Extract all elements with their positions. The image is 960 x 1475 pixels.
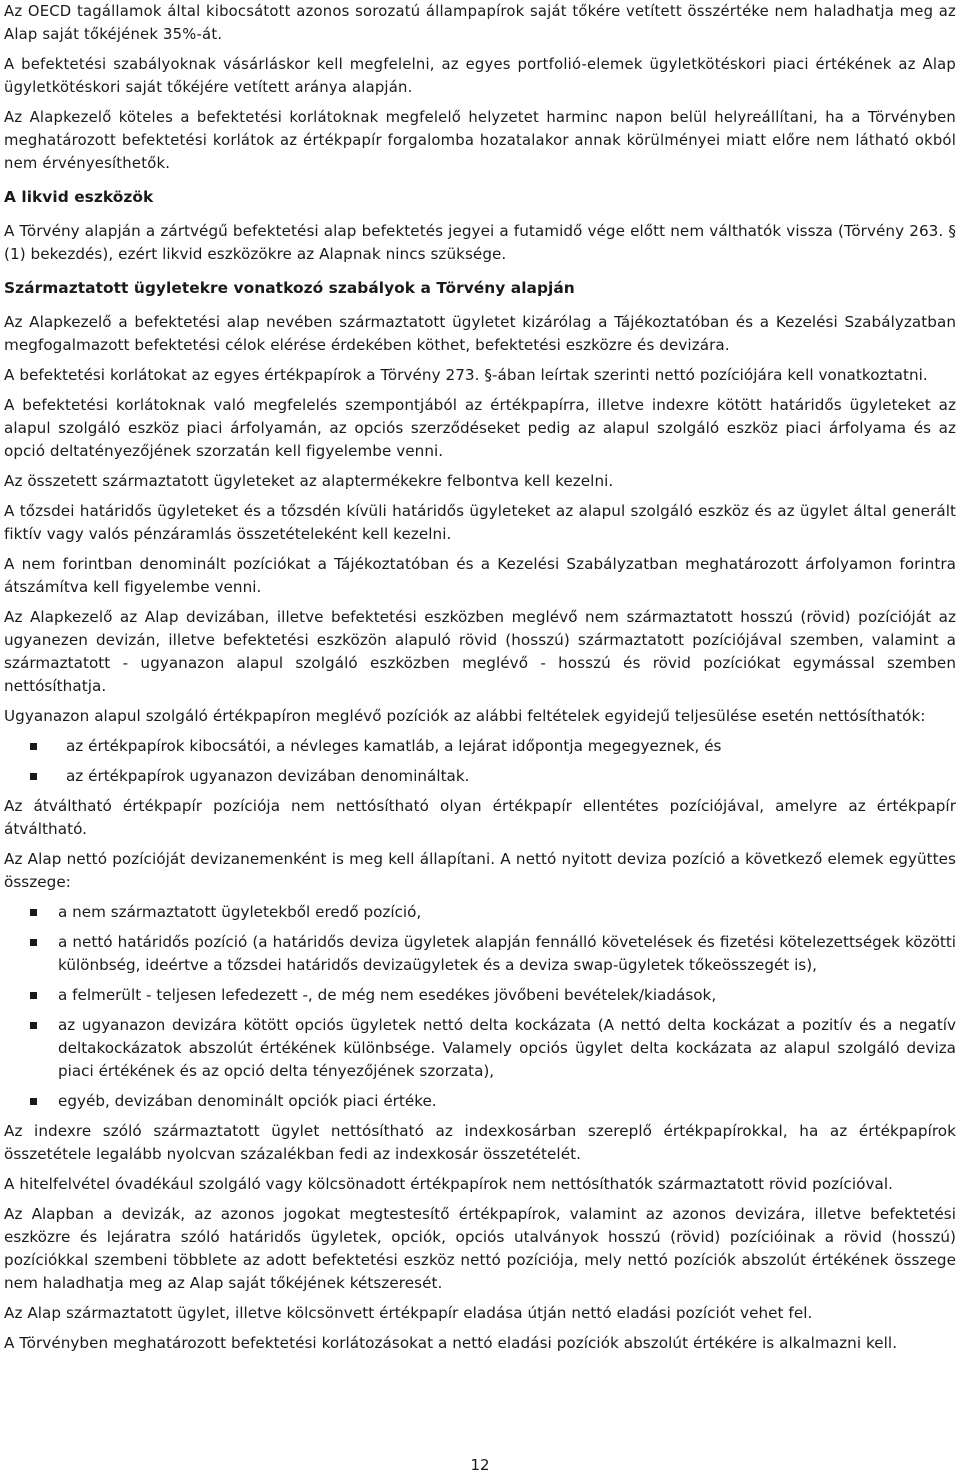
document-page [4, 0, 956, 1362]
paragraph: Az Alapban a devizák, az azonos jogokat megtestesítő értékpapírok, valamint az azonos devizára, illetve befektetési eszközre és lejáratra szóló határidős ügyletek, opciók, opciós utalványok hosszú (rövid) pozícióinak a rövid (hosszú) pozíciókkal szembeni többlete az adott befektetési eszköz nettó pozíciója, mely nettó pozíciók abszolút értékének összege nem haladhatja meg az Alap saját tőkéjének kétszeresét. [4, 1205, 956, 1292]
square-bullet-icon [30, 773, 37, 780]
paragraph: Az OECD tagállamok által kibocsátott azonos sorozatú állampapírok saját tőkére vetített összértéke nem haladhatja meg az Alap saját tőkéjének 35%-át. [4, 3, 956, 43]
paragraph: Ugyanazon alapul szolgáló értékpapíron meglévő pozíciók az alábbi feltételek egyidejű teljesülése esetén nettósíthatók: [4, 707, 926, 725]
paragraph: Az Alapkezelő az Alap devizában, illetve befektetési eszközben meglévő nem származtatott hosszú (rövid) pozícióját az ugyanezen devizán, illetve befektetési eszközön alapuló rövid (hosszú) származtatott pozíciójával szemben, valamint a származtatott - ugyanazon alapul szolgáló eszközben meglévő - hosszú és rövid pozíciókat egymással szemben nettósíthatja. [4, 608, 956, 695]
list-item-text: az értékpapírok ugyanazon devizában denomináltak. [66, 767, 470, 785]
list-item [4, 1090, 956, 1113]
square-bullet-icon [30, 909, 37, 916]
bullet-list-deviza-pozicio-elemek [4, 901, 956, 1113]
paragraph: Az Alap származtatott ügylet, illetve kölcsönvett értékpapír eladása útján nettó eladási pozíciót vehet fel. [4, 1304, 813, 1322]
paragraph: A nem forintban denominált pozíciókat a Tájékoztatóban és a Kezelési Szabályzatban meghatározott árfolyamon forintra átszámítva kell figyelembe venni. [4, 555, 956, 596]
square-bullet-icon [30, 743, 37, 750]
paragraph: Az összetett származtatott ügyleteket az alaptermékekre felbontva kell kezelni. [4, 472, 614, 490]
section-heading-likvid: A likvid eszközök [4, 188, 154, 206]
list-item [4, 765, 956, 788]
list-item [4, 901, 956, 924]
square-bullet-icon [30, 939, 37, 946]
list-item [4, 1014, 956, 1083]
paragraph: Az indexre szóló származtatott ügylet nettósítható az indexkosárban szereplő értékpapírokkal, ha az értékpapírok összetétele legalább nyolcvan százalékban fedi az indexkosár összetételét. [4, 1122, 956, 1163]
paragraph: A tőzsdei határidős ügyleteket és a tőzsdén kívüli határidős ügyleteket az alapul szolgáló eszköz és az ügylet által generált fiktív vagy valós pénzáramlás összetételeként kell kezelni. [4, 502, 956, 543]
list-item-text: a felmerült - teljesen lefedezett -, de még nem esedékes jövőbeni bevételek/kiadások, [58, 986, 717, 1004]
paragraph: A befektetési korlátokat az egyes értékpapírok a Törvény 273. §-ában leírtak szerinti nettó pozíciójára kell vonatkoztatni. [4, 366, 928, 384]
paragraph: Az Alap nettó pozícióját devizanemenként is meg kell állapítani. A nettó nyitott deviza pozíció a következő elemek együttes összege: [4, 850, 956, 891]
list-item [4, 735, 956, 758]
list-item-text: az értékpapírok kibocsátói, a névleges kamatláb, a lejárat időpontja megegyeznek, és [66, 737, 722, 755]
page-number: 12 [470, 1456, 490, 1474]
list-item-text: az ugyanazon devizára kötött opciós ügyletek nettó delta kockázata (A nettó delta kockázat a pozitív és a negatív deltakockázatok abszolút értékének különbsége. Valamely opciós ügylet delta kockázata az alapul szolgáló deviza piaci értékének és az opció delta tényezőjének szorzata), [58, 1016, 956, 1080]
bullet-list-nettositas-feltetelek [4, 735, 956, 788]
paragraph: A Törvényben meghatározott befektetési korlátozásokat a nettó eladási pozíciók abszolút értékére is alkalmazni kell. [4, 1334, 898, 1352]
square-bullet-icon [30, 1022, 37, 1029]
paragraph: Az Alapkezelő a befektetési alap nevében származtatott ügyletet kizárólag a Tájékoztatóban és a Kezelési Szabályzatban megfogalmazott befektetési célok elérése érdekében köthet, befektetési eszközre és devizára. [4, 313, 956, 354]
square-bullet-icon [30, 1098, 37, 1105]
list-item [4, 931, 956, 977]
paragraph: A hitelfelvétel óvadékául szolgáló vagy kölcsönadott értékpapírok nem nettósíthatók származtatott rövid pozícióval. [4, 1175, 894, 1193]
list-item-text: a nem származtatott ügyletekből eredő pozíció, [58, 903, 422, 921]
list-item [4, 984, 956, 1007]
paragraph: A befektetési korlátoknak való megfelelés szempontjából az értékpapírra, illetve indexre kötött határidős ügyleteket az alapul szolgáló eszköz piaci árfolyamán, az opciós szerződéseket pedig az alapul szolgáló eszköz piaci árfolyama és az opció deltatényezőjének szorzatán kell figyelembe venni. [4, 396, 956, 460]
paragraph: A befektetési szabályoknak vásárláskor kell megfelelni, az egyes portfolió-elemek ügyletkötéskori piaci értékének az Alap ügyletkötéskori saját tőkéjére vetített aránya alapján. [4, 56, 956, 96]
paragraph: Az átváltható értékpapír pozíciója nem nettósítható olyan értékpapír ellentétes pozíciójával, amelyre az értékpapír átváltható. [4, 797, 956, 838]
paragraph: A Törvény alapján a zártvégű befektetési alap befektetés jegyei a futamidő vége előtt nem válthatók vissza (Törvény 263. § (1) bekezdés), ezért likvid eszközökre az Alapnak nincs szüksége. [4, 222, 956, 263]
list-item-text: a nettó határidős pozíció (a határidős deviza ügyletek alapján fennálló követelések és fizetési kötelezettségek közötti különbség, ideértve a tőzsdei határidős devizaügyletek és a deviza swap-ügyletek tőkeösszegét is), [58, 933, 956, 974]
square-bullet-icon [30, 992, 37, 999]
paragraph: Az Alapkezelő köteles a befektetési korlátoknak megfelelő helyzetet harminc napon belül helyreállítani, ha a Törvényben meghatározott befektetési korlátok az értékpapír forgalomba hozatalakor annak körülményei miatt előre nem látható okból nem érvényesíthetők. [4, 109, 956, 172]
list-item-text: egyéb, devizában denominált opciók piaci értéke. [58, 1092, 437, 1110]
section-heading-szarmaztatott: Származtatott ügyletekre vonatkozó szabályok a Törvény alapján [4, 279, 575, 297]
